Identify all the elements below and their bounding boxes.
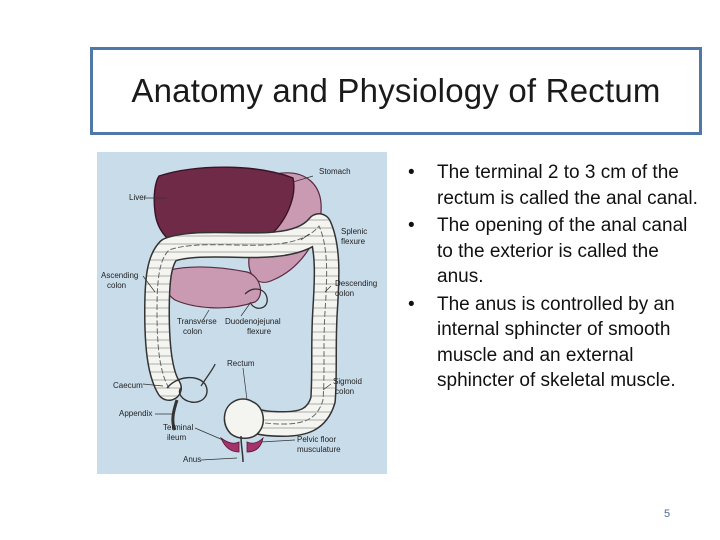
bullet-text: The opening of the anal canal to the exterior is called the anus. xyxy=(437,215,688,287)
bullet-marker: • xyxy=(408,215,415,236)
bullet-item xyxy=(408,213,708,290)
label-appendix: Appendix xyxy=(119,409,153,418)
label-splenic-flexure-2: flexure xyxy=(341,237,366,246)
label-ascending-colon-1: Ascending xyxy=(101,271,139,280)
label-descending-colon-1: Descending xyxy=(335,279,378,288)
bullet-list xyxy=(408,160,708,396)
bullet-marker: • xyxy=(408,162,415,183)
rectum-shape xyxy=(224,399,263,438)
label-descending-colon-2: colon xyxy=(335,289,355,298)
label-ascending-colon-2: colon xyxy=(107,281,127,290)
label-sigmoid-colon-2: colon xyxy=(335,387,355,396)
label-pelvic-floor-1: Pelvic floor xyxy=(297,435,337,444)
label-liver: Liver xyxy=(129,193,147,202)
bullet-item xyxy=(408,292,708,394)
bullet-marker: • xyxy=(408,293,415,315)
label-splenic-flexure-1: Splenic xyxy=(341,227,368,236)
bullet-item xyxy=(408,160,708,211)
label-anus: Anus xyxy=(183,455,202,464)
label-stomach: Stomach xyxy=(319,167,351,176)
label-transverse-colon-2: colon xyxy=(183,327,203,336)
label-transverse-colon-1: Transverse xyxy=(177,317,217,326)
label-pelvic-floor-2: musculature xyxy=(297,445,341,454)
label-rectum: Rectum xyxy=(227,359,255,368)
digestive-anatomy-diagram xyxy=(97,152,387,474)
bullet-text: The anus is controlled by an internal sphincter of smooth muscle and an external sphincter of skeletal muscle. xyxy=(437,293,676,391)
title-box xyxy=(90,47,702,135)
bullet-text: The terminal 2 to 3 cm of the rectum is called the anal canal. xyxy=(437,162,698,209)
label-terminal-ileum-1: Terminal xyxy=(163,423,194,432)
slide-title: Anatomy and Physiology of Rectum xyxy=(131,72,661,109)
stomach-lower-shape xyxy=(164,267,260,308)
label-sigmoid-colon-1: Sigmoid xyxy=(333,377,362,386)
label-caecum: Caecum xyxy=(113,381,143,390)
page-number: 5 xyxy=(664,508,671,520)
label-terminal-ileum-2: ileum xyxy=(167,433,187,442)
label-duodenojejunal-flexure-2: flexure xyxy=(247,327,272,336)
label-duodenojejunal-flexure-1: Duodenojejunal xyxy=(225,317,281,326)
